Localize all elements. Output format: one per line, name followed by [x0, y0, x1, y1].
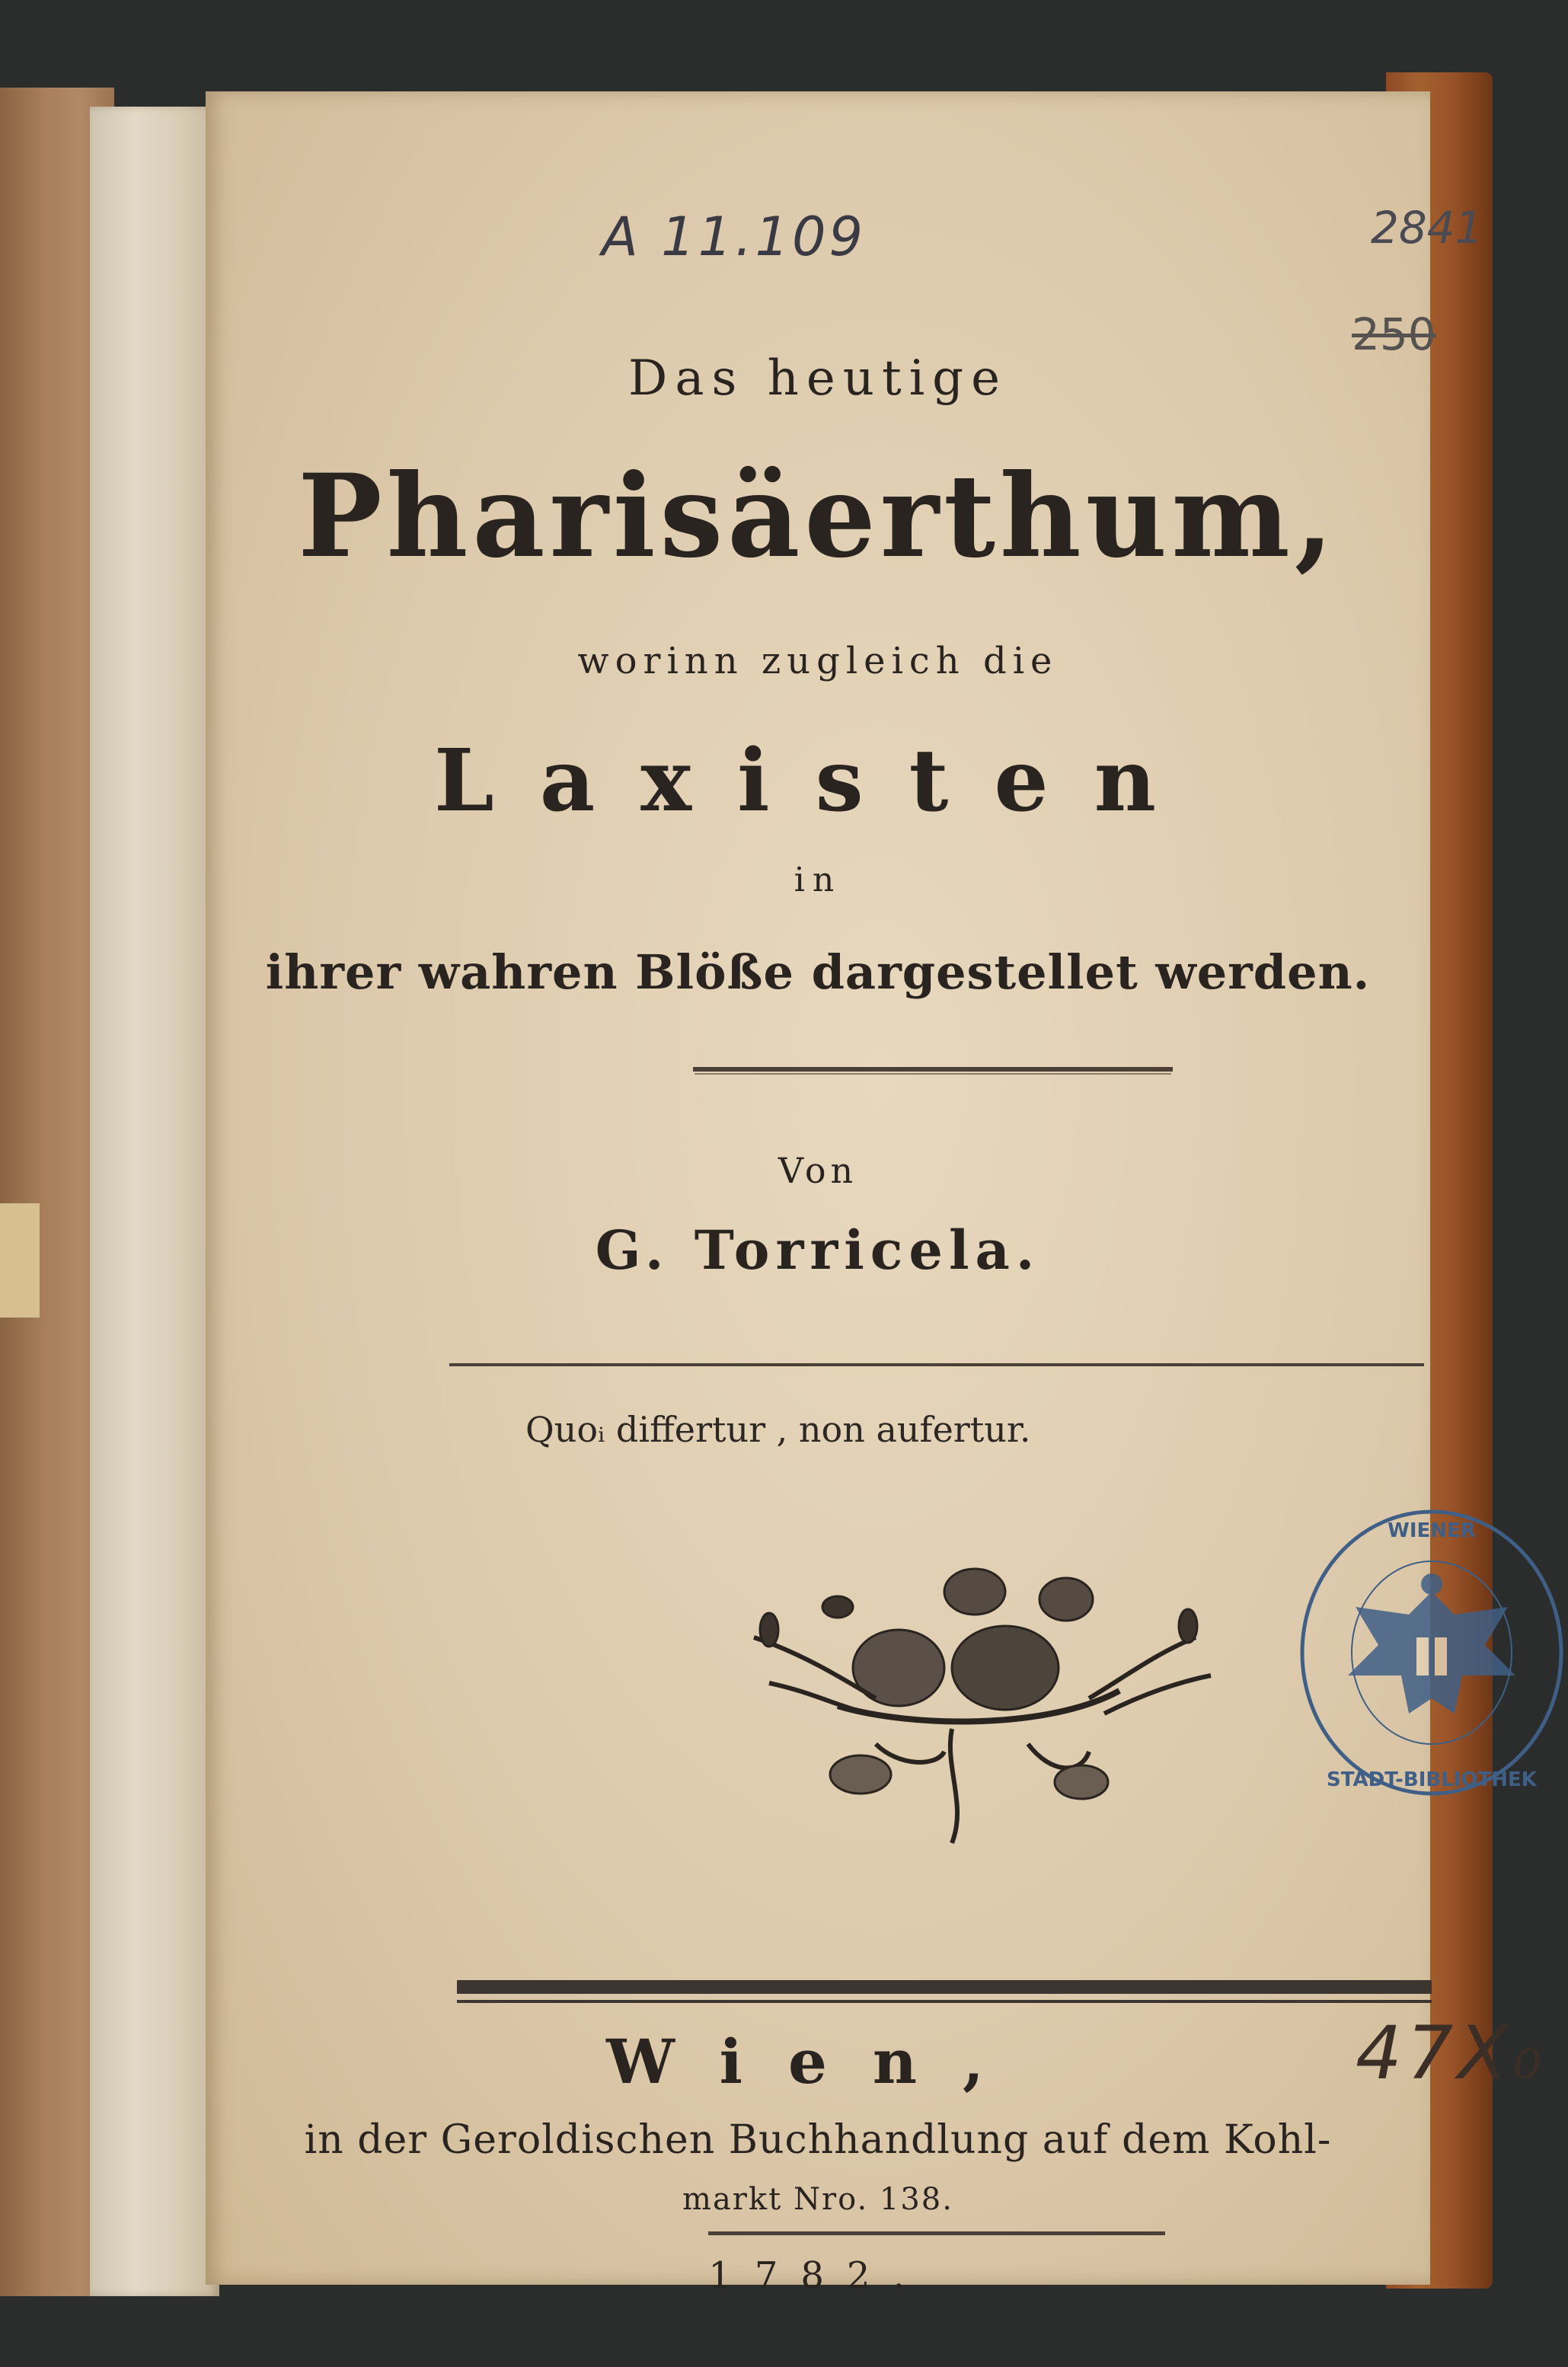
title-line-1: Das heutige	[628, 350, 1008, 407]
binding-strip	[90, 107, 219, 2296]
title-page	[206, 91, 1547, 2297]
title-line-5: in	[794, 861, 842, 899]
board-label	[0, 1203, 40, 1318]
svg-text:STADT-BIBLIOTHEK: STADT-BIBLIOTHEK	[1327, 1768, 1537, 1791]
title-line-6: ihrer wahren Blöße dargestellet werden.	[265, 944, 1371, 1000]
shelfmark-struck: 250	[1352, 308, 1436, 360]
floral-ornament	[723, 1554, 1241, 1858]
imprint-year: 1782.	[708, 2254, 928, 2297]
title-line-4: Laxisten	[433, 731, 1202, 831]
svg-text:WIENER: WIENER	[1388, 1519, 1476, 1542]
title-main: Pharisäerthum,	[298, 449, 1338, 583]
imprint-place: Wien,	[606, 2026, 1030, 2097]
imprint-rule-thin	[457, 2000, 1432, 2003]
author-name: G. Torricela.	[595, 1219, 1041, 1282]
title-line-3: worinn zugleich die	[577, 640, 1059, 682]
shelfmark-primary: A 11.109	[602, 206, 867, 268]
imprint-publisher: in der Geroldischen Buchhandlung auf dem Kohl-	[304, 2117, 1332, 2163]
divider-rule	[449, 1363, 1424, 1366]
motto: Quoᵢ differtur , non aufertur.	[525, 1409, 1031, 1450]
divider-rule	[693, 1067, 1173, 1072]
byline-prefix: Von	[778, 1150, 858, 1191]
imprint-rule-thick	[457, 1980, 1432, 1994]
shelfmark-secondary: 2841	[1371, 202, 1483, 254]
imprint-address: markt Nro. 138.	[682, 2182, 953, 2217]
library-stamp	[1295, 1500, 1568, 1805]
handwritten-note: 47X₀	[1356, 2011, 1547, 2096]
year-rule	[708, 2231, 1165, 2235]
